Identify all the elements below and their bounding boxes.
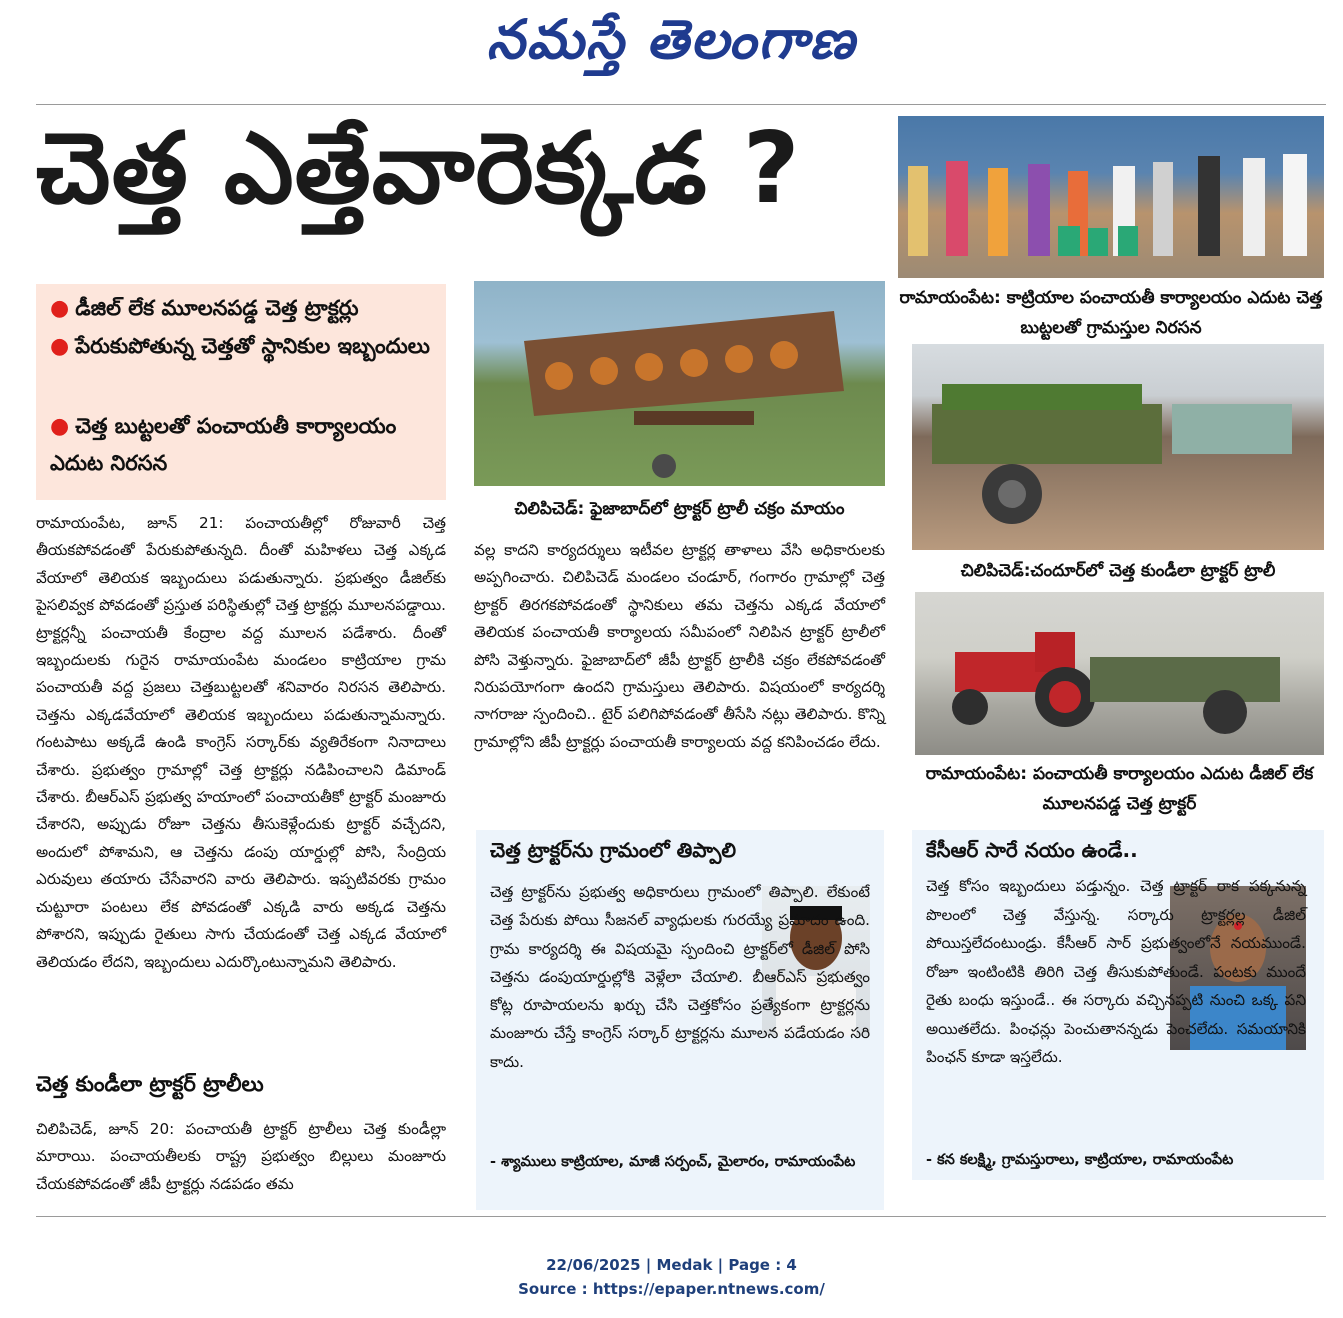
bullet-item: ● డీజిల్ లేక మూలనపడ్డ చెత్త ట్రాక్టర్లు [50, 296, 359, 321]
quote-box-1-attribution: - శ్యాములు కాట్రియాల, మాజీ సర్పంచ్, మైలారం, రామాయంపేట [490, 1154, 856, 1170]
masthead: నమస్తే తెలంగాణ [486, 8, 857, 71]
bullet-text: పేరుకుపోతున్న చెత్తతో స్థానికుల ఇబ్బందులు [75, 334, 430, 358]
garbage-trolley-illustration [912, 344, 1324, 550]
villagers-illustration [898, 116, 1324, 278]
quote-box-2 [912, 830, 1324, 1180]
photo2-caption: చిలిపిచెడ్: ఫైజాబాద్‌లో ట్రాక్టర్ ట్రాలీ చక్రం మాయం [514, 499, 845, 519]
trolley-illustration [474, 281, 885, 486]
bullet-text: చెత్త బుట్టలతో పంచాయతీ కార్యాలయం ఎదుట నిరసన [50, 414, 397, 475]
quote-box-2-text: చెత్త కోసం ఇబ్బందులు పడ్తున్నం. చెత్త ట్రాక్టర్ రాక పక్కనున్న పొలంలో చెత్త వేస్తున్న. సర్కారు ట్రాక్టర్లల్ల డీజిల్ పోయిస్తలేదంటుండ్రు. కేసీఆర్ సార్ ప్రభుత్వంలోనే నయముండే. రోజూ ఇంటింటికి తిరిగి చెత్త తీసుకుపోతుండే. పంటకు ముందే రైతు బంధు ఇస్తుండే.. ఈ సర్కారు వచ్చినప్పటి నుంచి ఒక్క పని అయితలేదు. పింఛన్లు పెంచుతానన్నడు పెంచలేదు. సమయానికి పింఛన్ కూడా ఇస్తలేదు. [926, 877, 1306, 1066]
photo3-caption: చిలిపిచెడ్:చందూర్‌లో చెత్త కుండీలా ట్రాక్టర్ ట్రాలీ [960, 561, 1276, 581]
protest-photo [898, 116, 1324, 278]
trolley-photo [474, 281, 885, 486]
bullet-item: ● చెత్త బుట్టలతో పంచాయతీ కార్యాలయం ఎదుట నిరసన [50, 414, 397, 475]
article-col2-p1: వల్ల కాదని కార్యదర్శులు ఇటీవల ట్రాక్టర్ల తాళాలు వేసి అధికారులకు అప్పగించారు. చిలిపిచెడ్ మండలం చండూర్, గంగారం గ్రామాల్లో చెత్త ట్రాక్టర్ తిరగకపోవడంతో స్థానికులు తమ చెత్తను ఎక్కడ వేయాలో తెలియక పంచాయతీ కార్యాలయ సమీపంలో నిలిపిన ట్రాక్టర్ ట్రాలీలో పోసి వెళ్తున్నారు. ఫైజాబాద్‌లో జీపీ ట్రాక్టర్ ట్రాలీకి చక్రం లేకపోవడంతో నిరుపయోగంగా ఉందని గ్రామస్తులు తెలిపారు. విషయంలో కార్యదర్శి నాగరాజు స్పందించి.. టైర్ పలిగిపోవడంతో తీసేసి నట్లు తెలిపారు. కొన్ని గ్రామాల్లోని జీపీ ట్రాక్టర్లు పంచాయతీ కార్యాలయ వద్ద కనిపించడం లేదు. [474, 541, 885, 751]
footer-source-line: Source : https://epaper.ntnews.com/ [518, 1280, 825, 1298]
article-col1-p1: రామాయంపేట, జూన్ 21: పంచాయతీల్లో రోజువారీ చెత్త తీయకపోవడంతో పేరుకుపోతున్నది. దీంతో మహిళలు చెత్త ఎక్కడ వేయాలో తెలియక ఇబ్బందులు పడుతున్నారు. ప్రభుత్వం డీజిల్‌కు పైసలివ్వక పోవడంతో ప్రస్తుత పరిస్థితుల్లో చెత్త ట్రాక్టర్లు మూలనపడ్డాయి. ట్రాక్టర్లన్నీ పంచాయతీ కేంద్రాల వద్ద మూలన పడేశారు. దీంతో ఇబ్బందులకు గురైన రామాయంపేట మండలం కాట్రియాల గ్రామ పంచాయతీ వద్ద ప్రజలు చెత్తబుట్టలతో శనివారం నిరసన తెలిపారు. చెత్తను ఎక్కడవేయాలో తెలియక ఇబ్బందులు పడుతున్నామన్నారు. గంటపాటు అక్కడే ఉండి కాంగ్రెస్ సర్కార్‌కు వ్యతిరేకంగా నినాదాలు చేశారు. ప్రభుత్వం గ్రామాల్లో చెత్త ట్రాక్టర్లు నడిపించాలని డిమాండ్ చేశారు. బీఆర్ఎస్ ప్రభుత్వ హయాంలో పంచాయతీకో ట్రాక్టర్ మంజూరు చేశారని, అప్పుడు రోజూ చెత్తను తీసుకెళ్లేందుకు ట్రాక్టర్ వచ్చేదని, అందులో పోశామని, ఆ చెత్తను డంపు యార్డుల్లో పోసి, సేంద్రియ ఎరువులు తయారు చేసేవారని వారు తెలిపారు. ఇప్పటివరకు గ్రామం చుట్టూరా పంటలు లేక పోవడంతో ఎక్కడి వారు అక్కడ చెత్తను పోశారని, ఇప్పుడు రైతులు సాగు చేయడంతో చెత్త ఎక్కడ వేయాలో తెలియడం లేదని, ఇబ్బందులు ఎదుర్కొంటున్నామని తెలిపారు. [36, 514, 446, 971]
bottom-rule [36, 1216, 1326, 1217]
subhead: చెత్త కుండీలా ట్రాక్టర్ ట్రాలీలు [36, 1072, 264, 1096]
tractor-photo [915, 592, 1324, 755]
quote-box-1-text: చెత్త ట్రాక్టర్‌ను ప్రభుత్వ అధికారులు గ్రామంలో తిప్పాలి. లేకుంటే చెత్త పేరుకు పోయి సీజనల్ వ్యాధులకు గురయ్యే ప్రమాదం ఉంది. గ్రామ కార్యదర్శి ఈ విషయమై స్పందించి ట్రాక్టర్‌లో డీజిల్ పోసి చెత్తను డంపుయార్డుల్లోకి వెళ్లేలా చేయాలి. బీఆర్ఎస్ ప్రభుత్వం కోట్ల రూపాయలను ఖర్చు చేసి చెత్తకోసం ప్రత్యేకంగా ట్రాక్టర్లను మంజూరు చేస్తే కాంగ్రెస్ సర్కార్ ట్రాక్టర్లను మూలన పడేయడం సరి కాదు. [490, 883, 870, 1071]
top-rule [36, 104, 1326, 105]
headline: చెత్త ఎత్తేవారెక్కడ ? [36, 112, 801, 226]
article-col1-p2: చిలిపిచెడ్, జూన్ 20: పంచాయతీ ట్రాక్టర్ ట్రాలీలు చెత్త కుండీల్లా మారాయి. పంచాయతీలకు రాష్ట్ర ప్రభుత్వం బిల్లులు మంజూరు చేయకపోవడంతో జీపీ ట్రాక్టర్లు నడపడం తమ [36, 1120, 446, 1193]
bullet-item: ● పేరుకుపోతున్న చెత్తతో స్థానికుల ఇబ్బందులు [50, 334, 430, 359]
quote-box-2-attribution: - కన కలక్ష్మి, గ్రామస్తురాలు, కాట్రియాల, రామాయంపేట [926, 1152, 1234, 1168]
footer-date-line: 22/06/2025 | Medak | Page : 4 [546, 1256, 797, 1274]
bullet-text: డీజిల్ లేక మూలనపడ్డ చెత్త ట్రాక్టర్లు [75, 296, 359, 320]
quote-box-1 [476, 830, 884, 1210]
photo1-caption: రామాయంపేట: కాట్రియాల పంచాయతీ కార్యాలయం ఎదుట చెత్త బుట్టలతో గ్రామస్తుల నిరసన [899, 288, 1323, 338]
quote-box-1-heading: చెత్త ట్రాక్టర్‌ను గ్రామంలో తిప్పాలి [490, 838, 737, 862]
photo4-caption: రామాయంపేట: పంచాయతీ కార్యాలయం ఎదుట డీజిల్ లేక మూలనపడ్డ చెత్త ట్రాక్టర్ [925, 764, 1314, 814]
garbage-trolley-photo [912, 344, 1324, 550]
quote-box-2-heading: కేసీఆర్ సారే నయం ఉండే.. [926, 838, 1138, 862]
red-tractor-illustration [915, 592, 1324, 755]
bullet-box [36, 284, 446, 500]
